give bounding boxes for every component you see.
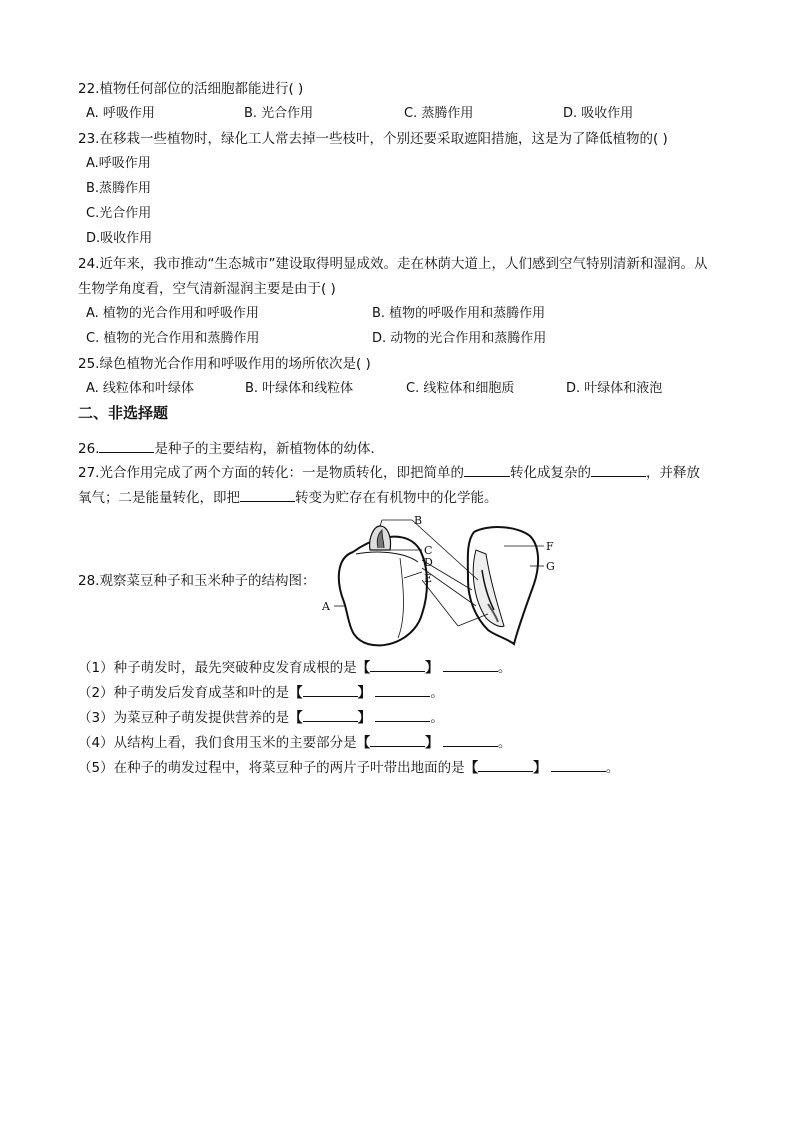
q24-option-c[interactable]: C. 植物的光合作用和蒸腾作用 (86, 331, 260, 346)
period: 。 (605, 760, 620, 776)
q25-option-b[interactable]: B. 叶绿体和线粒体 (245, 381, 354, 396)
q28-sub-1 (78, 658, 511, 677)
bracket-close: 】 (357, 710, 372, 726)
q28-sub-3-letter-blank[interactable] (303, 708, 358, 722)
bracket-close: 】 (425, 735, 439, 751)
q28-sub-1-letter-blank[interactable] (370, 658, 425, 672)
section-heading-non-choice: 二、非选择题 (78, 404, 169, 422)
figure-label-d: D (424, 556, 433, 569)
q23-option-b[interactable]: B.蒸腾作用 (86, 181, 152, 196)
q23-option-d[interactable]: D.吸收作用 (86, 231, 153, 246)
bracket-open: 【 (464, 760, 479, 776)
question-26 (78, 439, 384, 458)
q23-option-c[interactable]: C.光合作用 (86, 206, 152, 221)
q22-option-c[interactable]: C. 蒸腾作用 (404, 106, 474, 121)
q26-answer-blank[interactable] (99, 439, 154, 453)
bracket-open: 【 (289, 685, 303, 701)
q25-option-a[interactable]: A. 线粒体和叶绿体 (86, 381, 194, 396)
q27-text-part4: 氧气；二是能量转化，即把 (78, 490, 240, 506)
q27-text-part5: 转变为贮存在有机物中的化学能。 (295, 490, 498, 506)
q28-sub-1-text: （1）种子萌发时，最先突破种皮发育成根的是 (78, 660, 357, 676)
q26-text: 是种子的主要结构，新植物体的幼体． (154, 441, 384, 457)
question-25-stem: 25.绿色植物光合作用和呼吸作用的场所依次是( ) (78, 356, 371, 372)
bracket-open: 【 (289, 710, 303, 726)
q23-option-a[interactable]: A.呼吸作用 (86, 156, 151, 171)
q27-text-part1: 27.光合作用完成了两个方面的转化：一是物质转化，即把简单的 (78, 465, 464, 481)
bean-seed-outline (339, 537, 427, 646)
period: 。 (430, 685, 444, 701)
figure-label-b: B (414, 514, 423, 527)
q28-sub-2-letter-blank[interactable] (303, 683, 358, 697)
q28-sub-4-text: （4）从结构上看，我们食用玉米的主要部分是 (78, 735, 357, 751)
q28-sub-5 (78, 758, 619, 777)
q28-sub-3 (78, 708, 444, 727)
q28-sub-5-text: （5）在种子的萌发过程中，将菜豆种子的两片子叶带出地面的是 (78, 760, 465, 776)
figure-label-g: G (546, 560, 555, 573)
q28-sub-2-name-blank[interactable] (375, 683, 430, 697)
q27-text-part3: ，并释放 (645, 465, 700, 481)
bracket-close: 】 (357, 685, 372, 701)
q28-sub-4 (78, 733, 511, 752)
q27-text-part2: 转化成复杂的 (509, 465, 591, 481)
q27-blank-1[interactable] (464, 463, 510, 477)
bracket-open: 【 (356, 735, 371, 751)
q24-option-a[interactable]: A. 植物的光合作用和呼吸作用 (86, 306, 259, 321)
q27-blank-3[interactable] (240, 488, 295, 502)
seed-structure-figure (318, 510, 558, 652)
q25-option-c[interactable]: C. 线粒体和细胞质 (406, 381, 515, 396)
q22-option-d[interactable]: D. 吸收作用 (563, 106, 634, 121)
q28-sub-2-text: （2）种子萌发后发育成茎和叶的是 (78, 685, 290, 701)
figure-label-a: A (322, 600, 330, 613)
question-24-stem-line2: 生物学角度看，空气清新湿润主要是由于( ) (78, 281, 336, 297)
bracket-close: 】 (533, 760, 547, 776)
q28-sub-1-name-blank[interactable] (443, 658, 498, 672)
q28-sub-5-name-blank[interactable] (551, 758, 606, 772)
q28-sub-3-text: （3）为菜豆种子萌发提供营养的是 (78, 710, 290, 726)
question-28-stem: 28.观察菜豆种子和玉米种子的结构图： (78, 573, 316, 589)
q22-option-b[interactable]: B. 光合作用 (244, 106, 314, 121)
q22-option-a[interactable]: A. 呼吸作用 (86, 106, 155, 121)
q24-option-b[interactable]: B. 植物的呼吸作用和蒸腾作用 (372, 306, 546, 321)
bracket-close: 】 (425, 660, 439, 676)
question-27-line2 (78, 488, 498, 507)
q28-sub-5-letter-blank[interactable] (478, 758, 533, 772)
question-22-stem: 22.植物任何部位的活细胞都能进行( ) (78, 81, 304, 97)
q28-sub-4-letter-blank[interactable] (370, 733, 425, 747)
figure-label-c: C (424, 544, 433, 557)
bracket-open: 【 (356, 660, 371, 676)
q24-option-d[interactable]: D. 动物的光合作用和蒸腾作用 (372, 331, 547, 346)
period: 。 (497, 660, 512, 676)
q27-blank-2[interactable] (591, 463, 646, 477)
figure-label-f: F (546, 540, 554, 553)
q25-option-d[interactable]: D. 叶绿体和液泡 (566, 381, 663, 396)
question-24-stem-line1: 24.近年来，我市推动“生态城市”建设取得明显成效。走在林荫大道上，人们感到空气特别清新和湿润。从 (78, 256, 708, 272)
question-27-line1 (78, 463, 700, 482)
q26-number: 26. (78, 441, 100, 457)
period: 。 (430, 710, 444, 726)
figure-label-e: E (424, 572, 433, 585)
period: 。 (497, 735, 512, 751)
q28-sub-4-name-blank[interactable] (443, 733, 498, 747)
question-23-stem: 23.在移栽一些植物时，绿化工人常去掉一些枝叶，个别还要采取遮阳措施，这是为了降低植物的( ) (78, 131, 668, 147)
q28-sub-2 (78, 683, 444, 702)
q28-sub-3-name-blank[interactable] (375, 708, 430, 722)
